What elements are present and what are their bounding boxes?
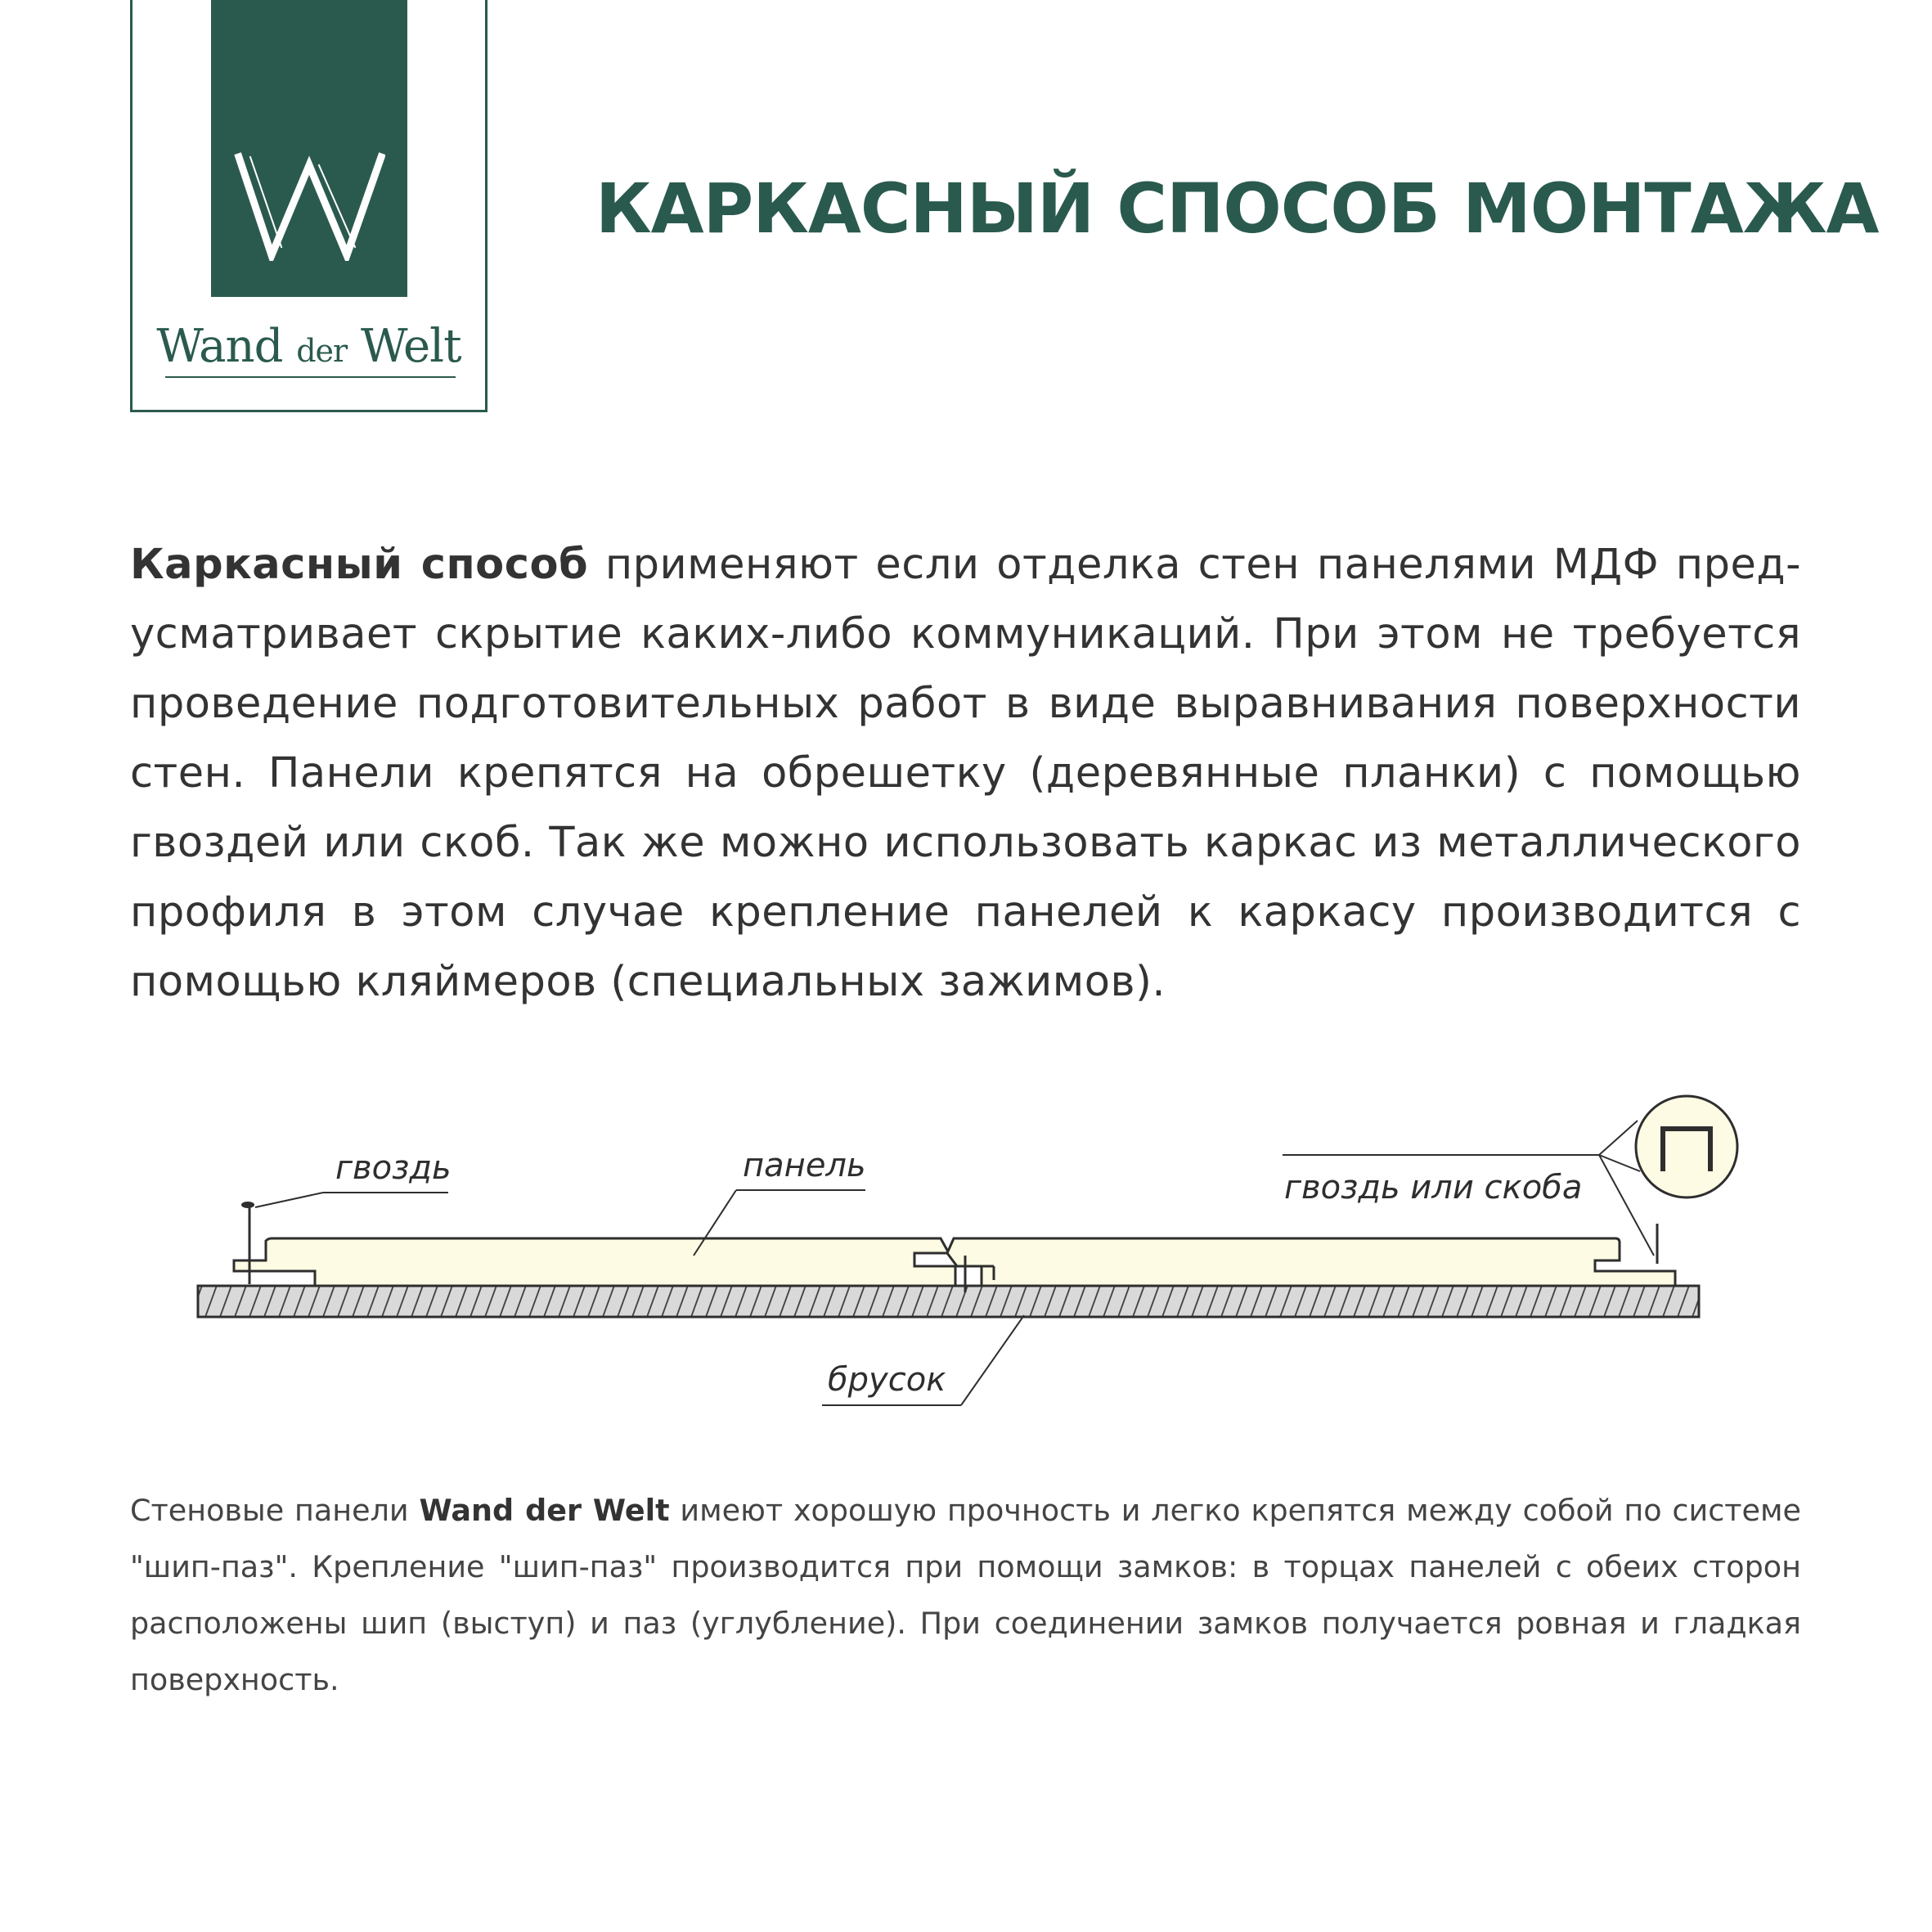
label-nail: гвоздь	[335, 1149, 452, 1187]
logo-underline	[165, 376, 456, 378]
logo-emblem	[211, 0, 407, 297]
logo-word-welt: Welt	[361, 320, 461, 373]
intro-bold-term: Каркасный способ	[130, 541, 589, 589]
footer-paragraph	[130, 1482, 1801, 1708]
batten-profile	[198, 1286, 1699, 1317]
footer-text-start: Стеновые панели	[130, 1493, 420, 1528]
footer-text-end: имеют хорошую прочность и легко крепятся между собой по системе "шип-паз". Крепление "шип-паз" производится при помощи замков: в торцах панелей с обеих сторон расположены шип (выступ) и паз (углубление). При соединении замков получается ровная и гладкая поверхность.	[130, 1493, 1801, 1697]
logo-wordmark	[133, 320, 485, 373]
nail-head	[241, 1202, 254, 1208]
intro-paragraph	[130, 530, 1801, 1017]
label-batten: брусок	[828, 1361, 946, 1399]
label-panel: панель	[743, 1147, 866, 1184]
logo-word-der: der	[296, 333, 348, 369]
label-nail-or-staple: гвоздь или скоба	[1284, 1169, 1583, 1206]
panel-left	[234, 1238, 955, 1286]
intro-text: применяют если отделка стен панелями МДФ пред-усматривает скрытие каких-либо коммуникаций. При этом не требуется проведение подготовительных работ в виде выравнивания поверхности стен. Панели крепятся на обрешетку (деревянные планки) с помощью гвоздей или скоб. Так же можно использовать каркас из металлического профиля в этом случае крепление панелей к каркасу производится с помощью кляймеров (специальных зажимов).	[130, 541, 1801, 1006]
logo-word-wand: Wand	[156, 320, 283, 373]
panel-right	[947, 1238, 1675, 1286]
staple-callout	[1636, 1096, 1737, 1197]
brand-logo	[130, 0, 487, 412]
logo-w-monogram	[234, 151, 385, 261]
footer-brand: Wand der Welt	[419, 1493, 670, 1528]
page-title: КАРКАСНЫЙ СПОСОБ МОНТАЖА	[595, 168, 1879, 249]
installation-diagram	[0, 1080, 1932, 1423]
